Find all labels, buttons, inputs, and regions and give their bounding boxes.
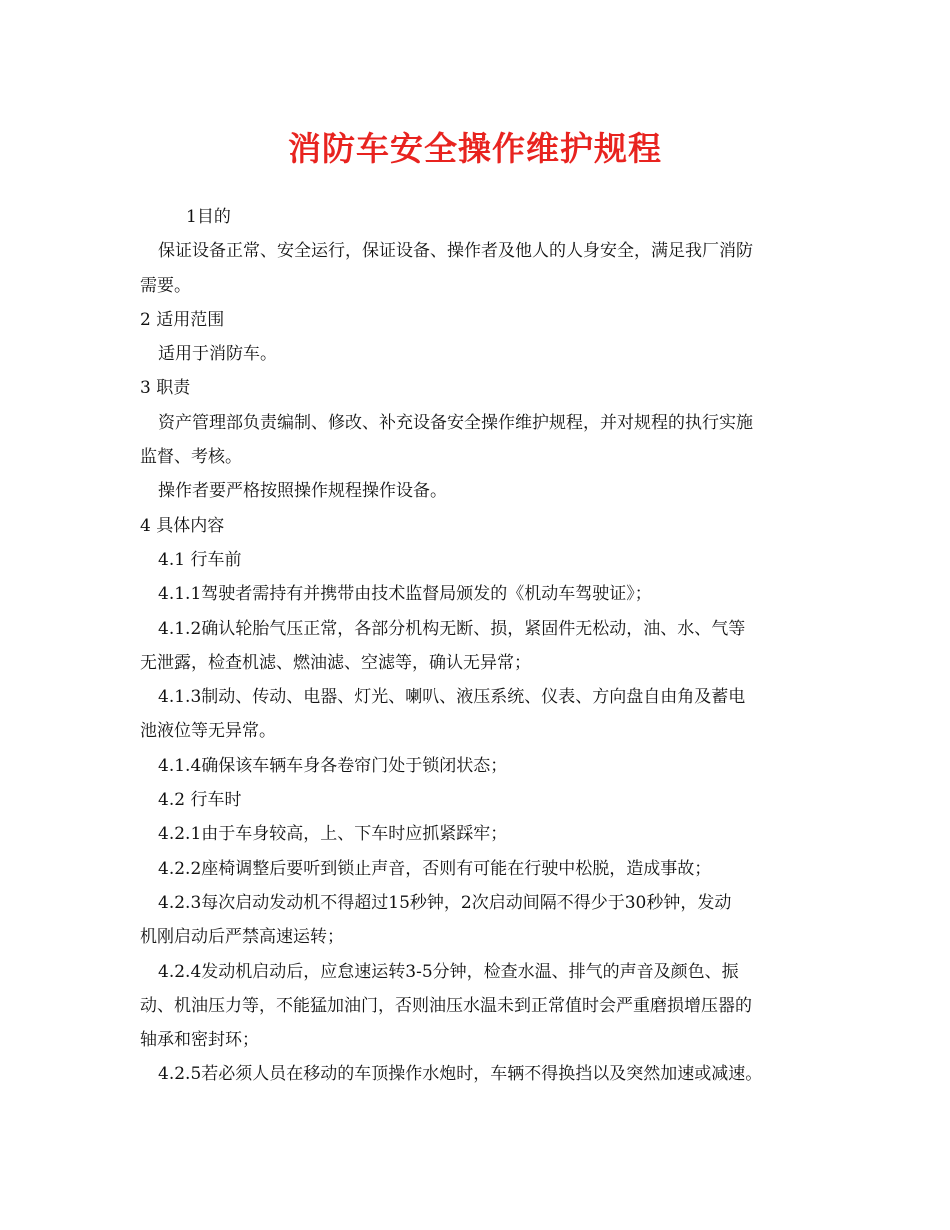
- document-body: [140, 200, 820, 1092]
- text-line: 4.1.1驾驶者需持有并携带由技术监督局颁发的《机动车驾驶证》；: [158, 584, 652, 605]
- text-line: 监督、考核。: [140, 447, 242, 468]
- text-line: 轴承和密封环；: [140, 1030, 259, 1051]
- text-line: 4.2.3每次启动发动机不得超过15秒钟，2次启动间隔不得少于30秒钟，发动: [158, 892, 732, 913]
- text-line: 无泄露，检查机滤、燃油滤、空滤等，确认无异常；: [140, 652, 531, 673]
- document-title: 消防车安全操作维护规程: [288, 129, 662, 168]
- text-line: 4.1 行车前: [158, 549, 242, 570]
- text-line: 4 具体内容: [140, 515, 225, 536]
- text-line: 4.2.4发动机启动后，应怠速运转3-5分钟，检查水温、排气的声音及颜色、振: [158, 961, 739, 982]
- text-line: 资产管理部负责编制、修改、补充设备安全操作维护规程，并对规程的执行实施: [158, 412, 753, 433]
- text-line: 4.2 行车时: [158, 790, 242, 811]
- text-line: 4.1.2确认轮胎气压正常，各部分机构无断、损，紧固件无松动，油、水、气等: [158, 618, 746, 639]
- text-line: 需要。: [140, 275, 191, 296]
- text-line: 动、机油压力等，不能猛加油门，否则油压水温未到正常值时会严重磨损增压器的: [140, 995, 752, 1016]
- text-line: 池液位等无异常。: [140, 721, 276, 742]
- text-line: 保证设备正常、安全运行，保证设备、操作者及他人的人身安全，满足我厂消防: [158, 241, 753, 262]
- text-line: 机刚启动后严禁高速运转；: [140, 927, 344, 948]
- text-line: 4.2.5若必须人员在移动的车顶操作水炮时，车辆不得换挡以及突然加速或减速。: [158, 1064, 763, 1085]
- text-line: 4.2.1由于车身较高，上、下车时应抓紧踩牢；: [158, 824, 508, 845]
- text-line: 2 适用范围: [140, 309, 225, 330]
- text-line: 操作者要严格按照操作规程操作设备。: [158, 481, 447, 502]
- text-line: 4.1.4确保该车辆车身各卷帘门处于锁闭状态；: [158, 755, 508, 776]
- text-line: 适用于消防车。: [158, 344, 277, 365]
- text-line: 4.1.3制动、传动、电器、灯光、喇叭、液压系统、仪表、方向盘自由角及蓄电: [158, 687, 746, 708]
- text-line: 1目的: [186, 207, 231, 227]
- text-line: 4.2.2座椅调整后要听到锁止声音，否则有可能在行驶中松脱，造成事故；: [158, 858, 712, 879]
- text-line: 3 职责: [140, 378, 191, 399]
